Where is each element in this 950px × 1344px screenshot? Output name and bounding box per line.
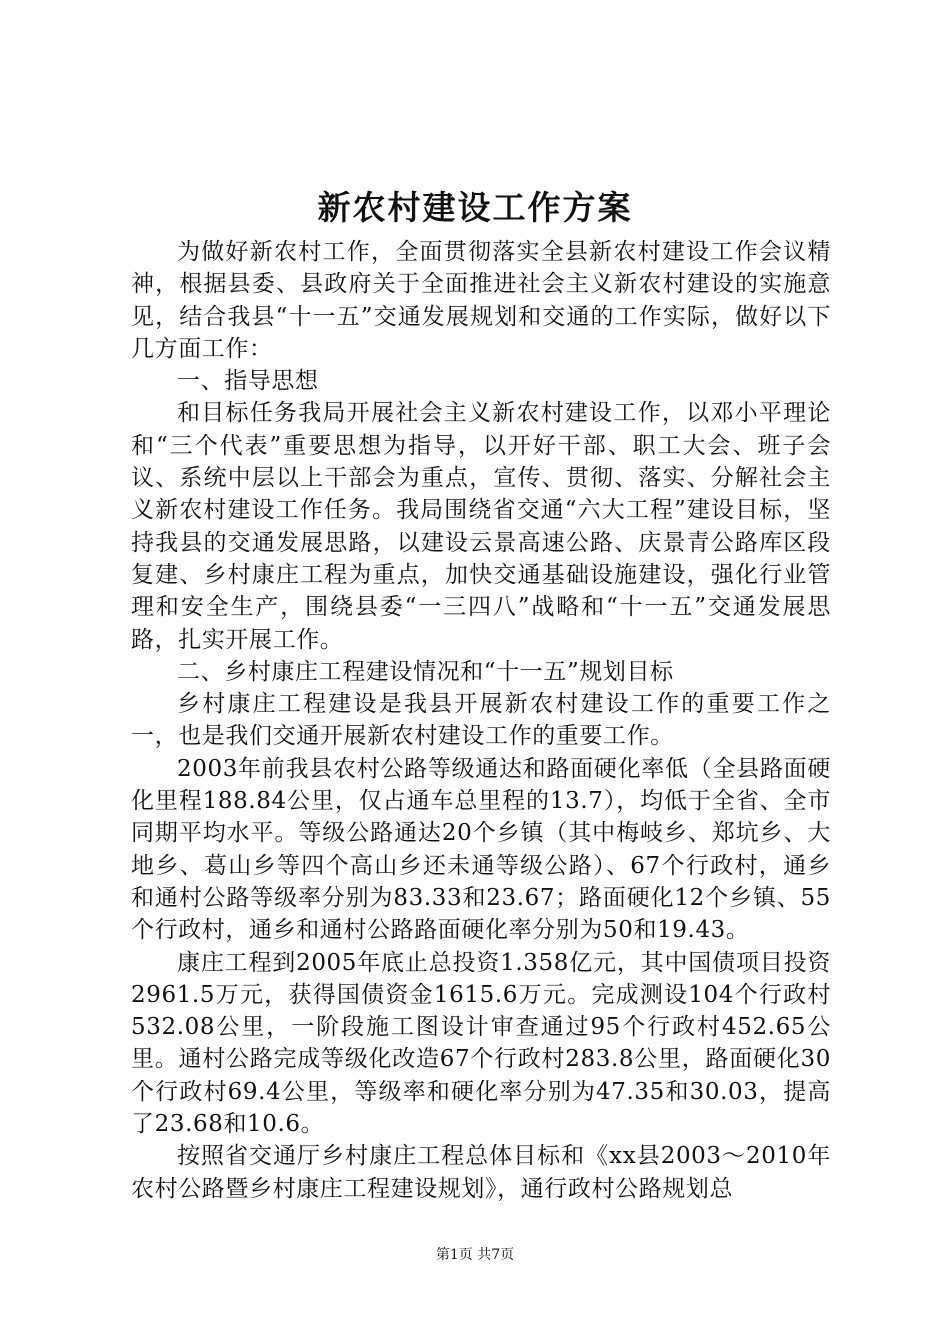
paragraph: 和目标任务我局开展社会主义新农村建设工作，以邓小平理论和“三个代表”重要思想为指导，以开好干部、职工大会、班子会议、系统中层以上干部会为重点，宣传、贯彻、落实、分解社会主义新农村建设工作任务。我局围绕省交通“六大工程”建设目标，坚持我县的交通发展思路，以建设云景高速公路、庆景青公路库区段复建、乡村康庄工程为重点，加快交通基础设施建设，强化行业管理和安全生产，围绕县委“一三四八”战略和“十一五”交通发展思路，扎实开展工作。 [131,400,831,653]
document-body [131,236,831,1205]
paragraph: 按照省交通厅乡村康庄工程总体目标和《xx县2003～2010年农村公路暨乡村康庄工程建设规划》，通行政村公路规划总 [131,1143,831,1202]
paragraph: 康庄工程到2005年底止总投资1.358亿元，其中国债项目投资2961.5万元，获得国债资金1615.6万元。完成测设104个行政村532.08公里，一阶段施工图设计审查通过95个行政村452.65公里。通村公路完成等级化改造67个行政村283.8公里，路面硬化30个行政村69.4公里，等级率和硬化率分别为47.35和30.03，提高了23.68和10.6。 [131,949,831,1138]
section-heading: 一、指导思想 [177,368,319,395]
section-heading: 二、乡村康庄工程建设情况和“十一五”规划目标 [177,658,674,685]
page-number: 第1页 共7页 [435,1247,515,1263]
paragraph: 为做好新农村工作，全面贯彻落实全县新农村建设工作会议精神，根据县委、县政府关于全面推进社会主义新农村建设的实施意见，结合我县“十一五”交通发展规划和交通的工作实际，做好以下几方面工作： [131,239,831,362]
paragraph: 2003年前我县农村公路等级通达和路面硬化率低（全县路面硬化里程188.84公里，仅占通车总里程的13.7），均低于全省、全市同期平均水平。等级公路通达20个乡镇（其中梅岐乡、郑坑乡、大地乡、葛山乡等四个高山乡还未通等级公路）、67个行政村，通乡和通村公路等级率分别为83.33和23.67；路面硬化12个乡镇、55个行政村，通乡和通村公路路面硬化率分别为50和19.43。 [131,755,831,944]
paragraph: 乡村康庄工程建设是我县开展新农村建设工作的重要工作之一，也是我们交通开展新农村建设工作的重要工作。 [131,691,831,750]
document-title: 新农村建设工作方案 [317,188,633,227]
